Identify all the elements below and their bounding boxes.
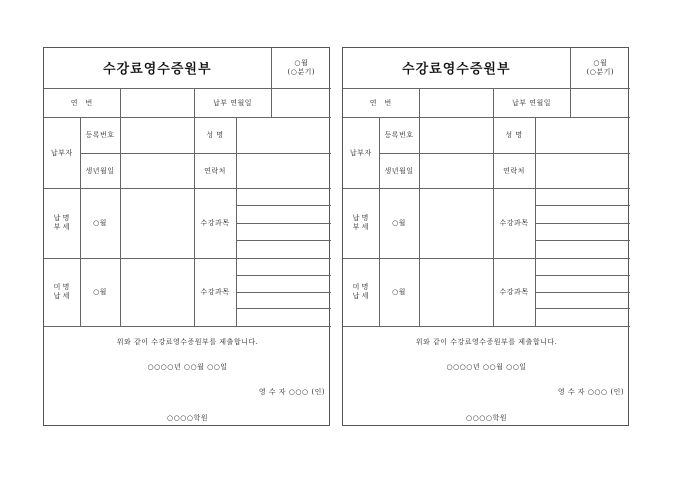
statement-text: 위와 같이 수강료영수증원부를 제출합니다. [415,337,558,346]
receipt-form-left [43,47,330,426]
birth-field[interactable] [120,153,194,188]
course-line[interactable] [536,206,631,223]
pay-date-field[interactable] [271,88,331,117]
contact-label: 연락처 [194,153,236,188]
course-line[interactable] [237,275,332,292]
birth-label: 생년월일 [379,153,419,188]
pay-date-label: 납부 연월일 [493,88,570,117]
unpaid-course-fields [535,258,630,326]
receipt-form-right [342,47,629,426]
period-cell [271,48,331,88]
course-line[interactable] [237,189,332,206]
form-title: 수강료영수증원부 [44,48,271,88]
unpaid-detail-left: 미납 [352,283,360,300]
period-month: ○월 [593,58,608,67]
course-line[interactable] [536,309,631,326]
course-line[interactable] [237,309,332,326]
statement-text: 위와 같이 수강료영수증원부를 제출합니다. [116,337,259,346]
form-title: 수강료영수증원부 [343,48,570,88]
unpaid-course-fields [236,258,331,326]
receiver-line: 영 수 자 ○○○ (인) [258,387,326,396]
period-month: ○월 [294,58,309,67]
paid-course-fields [236,188,331,258]
name-field[interactable] [535,117,630,153]
contact-label: 연락처 [493,153,535,188]
course-line[interactable] [237,223,332,240]
paid-amount-field[interactable] [120,188,194,258]
unpaid-month: ○월 [80,258,120,326]
period-cell [570,48,630,88]
unpaid-amount-field[interactable] [120,258,194,326]
unpaid-amount-field[interactable] [419,258,493,326]
course-line[interactable] [237,240,332,257]
pay-date-field[interactable] [570,88,630,117]
reg-no-label: 등록번호 [379,117,419,153]
course-line[interactable] [536,259,631,276]
course-line[interactable] [237,292,332,309]
payer-label: 납부자 [44,117,80,188]
unpaid-detail-right: 명세 [62,283,70,300]
serial-field[interactable] [419,88,493,117]
paid-detail-right: 명세 [361,214,369,231]
paid-detail-label [343,188,379,258]
receiver-line: 영 수 자 ○○○ (인) [557,387,625,396]
course-line[interactable] [237,259,332,276]
serial-field[interactable] [120,88,194,117]
course-line[interactable] [536,240,631,257]
serial-label: 연 번 [343,88,419,117]
academy-name: ○○○○학원 [167,413,209,422]
name-label: 성 명 [493,117,535,153]
name-field[interactable] [236,117,331,153]
statement-area [343,326,630,425]
statement-area [44,326,331,425]
reg-no-label: 등록번호 [80,117,120,153]
course-line[interactable] [237,206,332,223]
paid-detail-left: 납부 [53,214,61,231]
payer-label: 납부자 [343,117,379,188]
academy-name: ○○○○학원 [466,413,508,422]
paid-month: ○월 [379,188,419,258]
unpaid-detail-label [44,258,80,326]
paid-course-fields [535,188,630,258]
receipt-table [44,48,331,425]
birth-label: 생년월일 [80,153,120,188]
period-quarter: (○분기) [586,67,615,76]
date-line: ○○○○년 ○○월 ○○일 [147,362,228,371]
receipt-table [343,48,630,425]
contact-field[interactable] [535,153,630,188]
paid-month: ○월 [80,188,120,258]
contact-field[interactable] [236,153,331,188]
pay-date-label: 납부 연월일 [194,88,271,117]
course-line[interactable] [536,223,631,240]
reg-no-field[interactable] [419,117,493,153]
paid-course-label: 수강과목 [194,188,236,258]
name-label: 성 명 [194,117,236,153]
paid-amount-field[interactable] [419,188,493,258]
unpaid-detail-left: 미납 [53,283,61,300]
course-line[interactable] [536,189,631,206]
paid-detail-left: 납부 [352,214,360,231]
course-line[interactable] [536,292,631,309]
serial-label: 연 번 [44,88,120,117]
paid-detail-label [44,188,80,258]
period-quarter: (○분기) [287,67,316,76]
reg-no-field[interactable] [120,117,194,153]
unpaid-month: ○월 [379,258,419,326]
unpaid-detail-right: 명세 [361,283,369,300]
date-line: ○○○○년 ○○월 ○○일 [446,362,527,371]
course-line[interactable] [536,275,631,292]
paid-course-label: 수강과목 [493,188,535,258]
unpaid-detail-label [343,258,379,326]
paid-detail-right: 명세 [62,214,70,231]
unpaid-course-label: 수강과목 [194,258,236,326]
unpaid-course-label: 수강과목 [493,258,535,326]
birth-field[interactable] [419,153,493,188]
